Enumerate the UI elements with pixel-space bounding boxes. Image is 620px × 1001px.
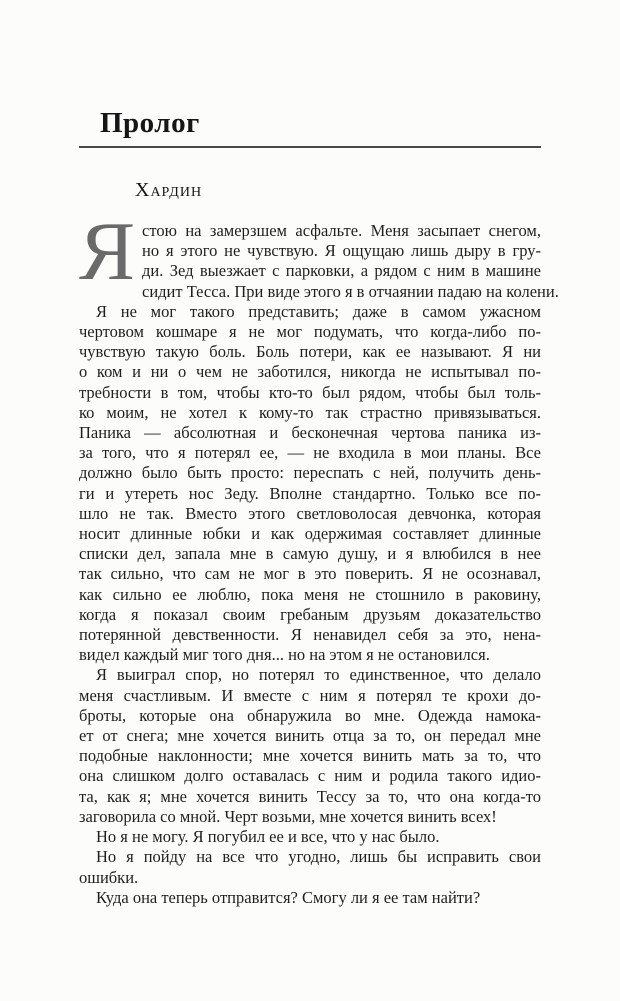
text-line: чертовом кошмаре я не мог подумать, что когда-либо по-	[79, 322, 541, 342]
text-line: как сильно ее люблю, пока меня не стошнило в раковину,	[79, 584, 541, 604]
text-line: меня счастливым. И вместе с ним я потерял те крохи до-	[79, 685, 541, 705]
title-divider	[79, 146, 541, 148]
text-line: носит длинные юбки и как одержимая составляет длинные	[79, 524, 541, 544]
paragraph	[79, 205, 559, 302]
text-line: Куда она теперь отправится? Смогу ли я ее там найти?	[96, 887, 481, 907]
text-line: шло не так. Вместо этого светловолосая девчонка, которая	[79, 503, 541, 523]
paragraph	[79, 888, 541, 908]
drop-cap: Я	[79, 205, 136, 298]
text-line: ет от снега; мне хочется винить отца за то, он передал мне	[79, 726, 541, 746]
text-line: за того, что я потерял ее, — не входила в мои планы. Все	[79, 443, 541, 463]
text-line: видел каждый миг того дня... но на этом я не остановился.	[79, 645, 490, 665]
text-line: броты, которые она обнаружила во мне. Одежда намока-	[79, 705, 541, 725]
text-line: подобные наклонности; мне хочется винить мать за то, что	[79, 746, 541, 766]
text-line: так сильно, что сам не мог в это поверить. Я не осознавал,	[79, 564, 541, 584]
text-line: Я не мог такого представить; даже в самом ужасном	[96, 301, 541, 321]
text-line: она слишком долго оставалась с ним и родила такого идио-	[79, 766, 541, 786]
text-line: о ком и ни о чем не заботился, никогда не испытывал по-	[79, 362, 541, 382]
text-line: ошибки.	[79, 867, 139, 887]
paragraph	[79, 302, 541, 666]
chapter-heading: Хардин	[135, 179, 203, 201]
text-line: когда я показал своим гребаным друзьям доказательство	[79, 604, 541, 624]
text-line: Но я не могу. Я погубил ее и все, что у нас было.	[96, 827, 440, 847]
text-line: требности в том, чтобы кто-то был рядом, чтобы был толь-	[79, 382, 541, 402]
paragraph	[79, 665, 541, 827]
text-line: потерянной девственности. Я ненавидел себя за это, нена-	[79, 625, 541, 645]
body-text	[79, 205, 559, 908]
text-line: Я выиграл спор, но потерял то единственное, что делало	[96, 665, 541, 685]
text-line: та, как я; мне хочется винить Тессу за то, что она когда-то	[79, 786, 541, 806]
text-line: стою на замерзшем асфальте. Меня засыпает снегом,	[142, 221, 541, 240]
text-line: чувствую такую боль. Боль потери, как ее называют. Я ни	[79, 342, 541, 362]
text-line: Но я пойду на все что угодно, лишь бы исправить свои	[96, 847, 541, 867]
text-line: ко моим, не хотел к кому-то так страстно привязываться.	[79, 402, 541, 422]
text-line: Паника — абсолютная и бесконечная чертова паника из-	[79, 423, 541, 443]
text-line: заговорила со мной. Черт возьми, мне хочется винить всех!	[79, 806, 497, 826]
text-line: ди. Зед выезжает с парковки, а рядом с ним в машине	[142, 261, 541, 281]
paragraph	[79, 847, 541, 887]
text-line: должно было быть просто: переспать с ней, получить день-	[79, 463, 541, 483]
text-line: списки дел, запала мне в самую душу, и я влюбился в нее	[79, 544, 541, 564]
text-line: ги и утереть нос Зеду. Вполне стандартно. Только все по-	[79, 483, 541, 503]
text-line: но я этого не чувствую. Я ощущаю лишь дыру в гру-	[142, 241, 541, 261]
text-line: сидит Тесса. При виде этого я в отчаянии падаю на колени.	[142, 281, 559, 301]
paragraph	[79, 827, 541, 847]
page-title: Пролог	[100, 107, 200, 139]
